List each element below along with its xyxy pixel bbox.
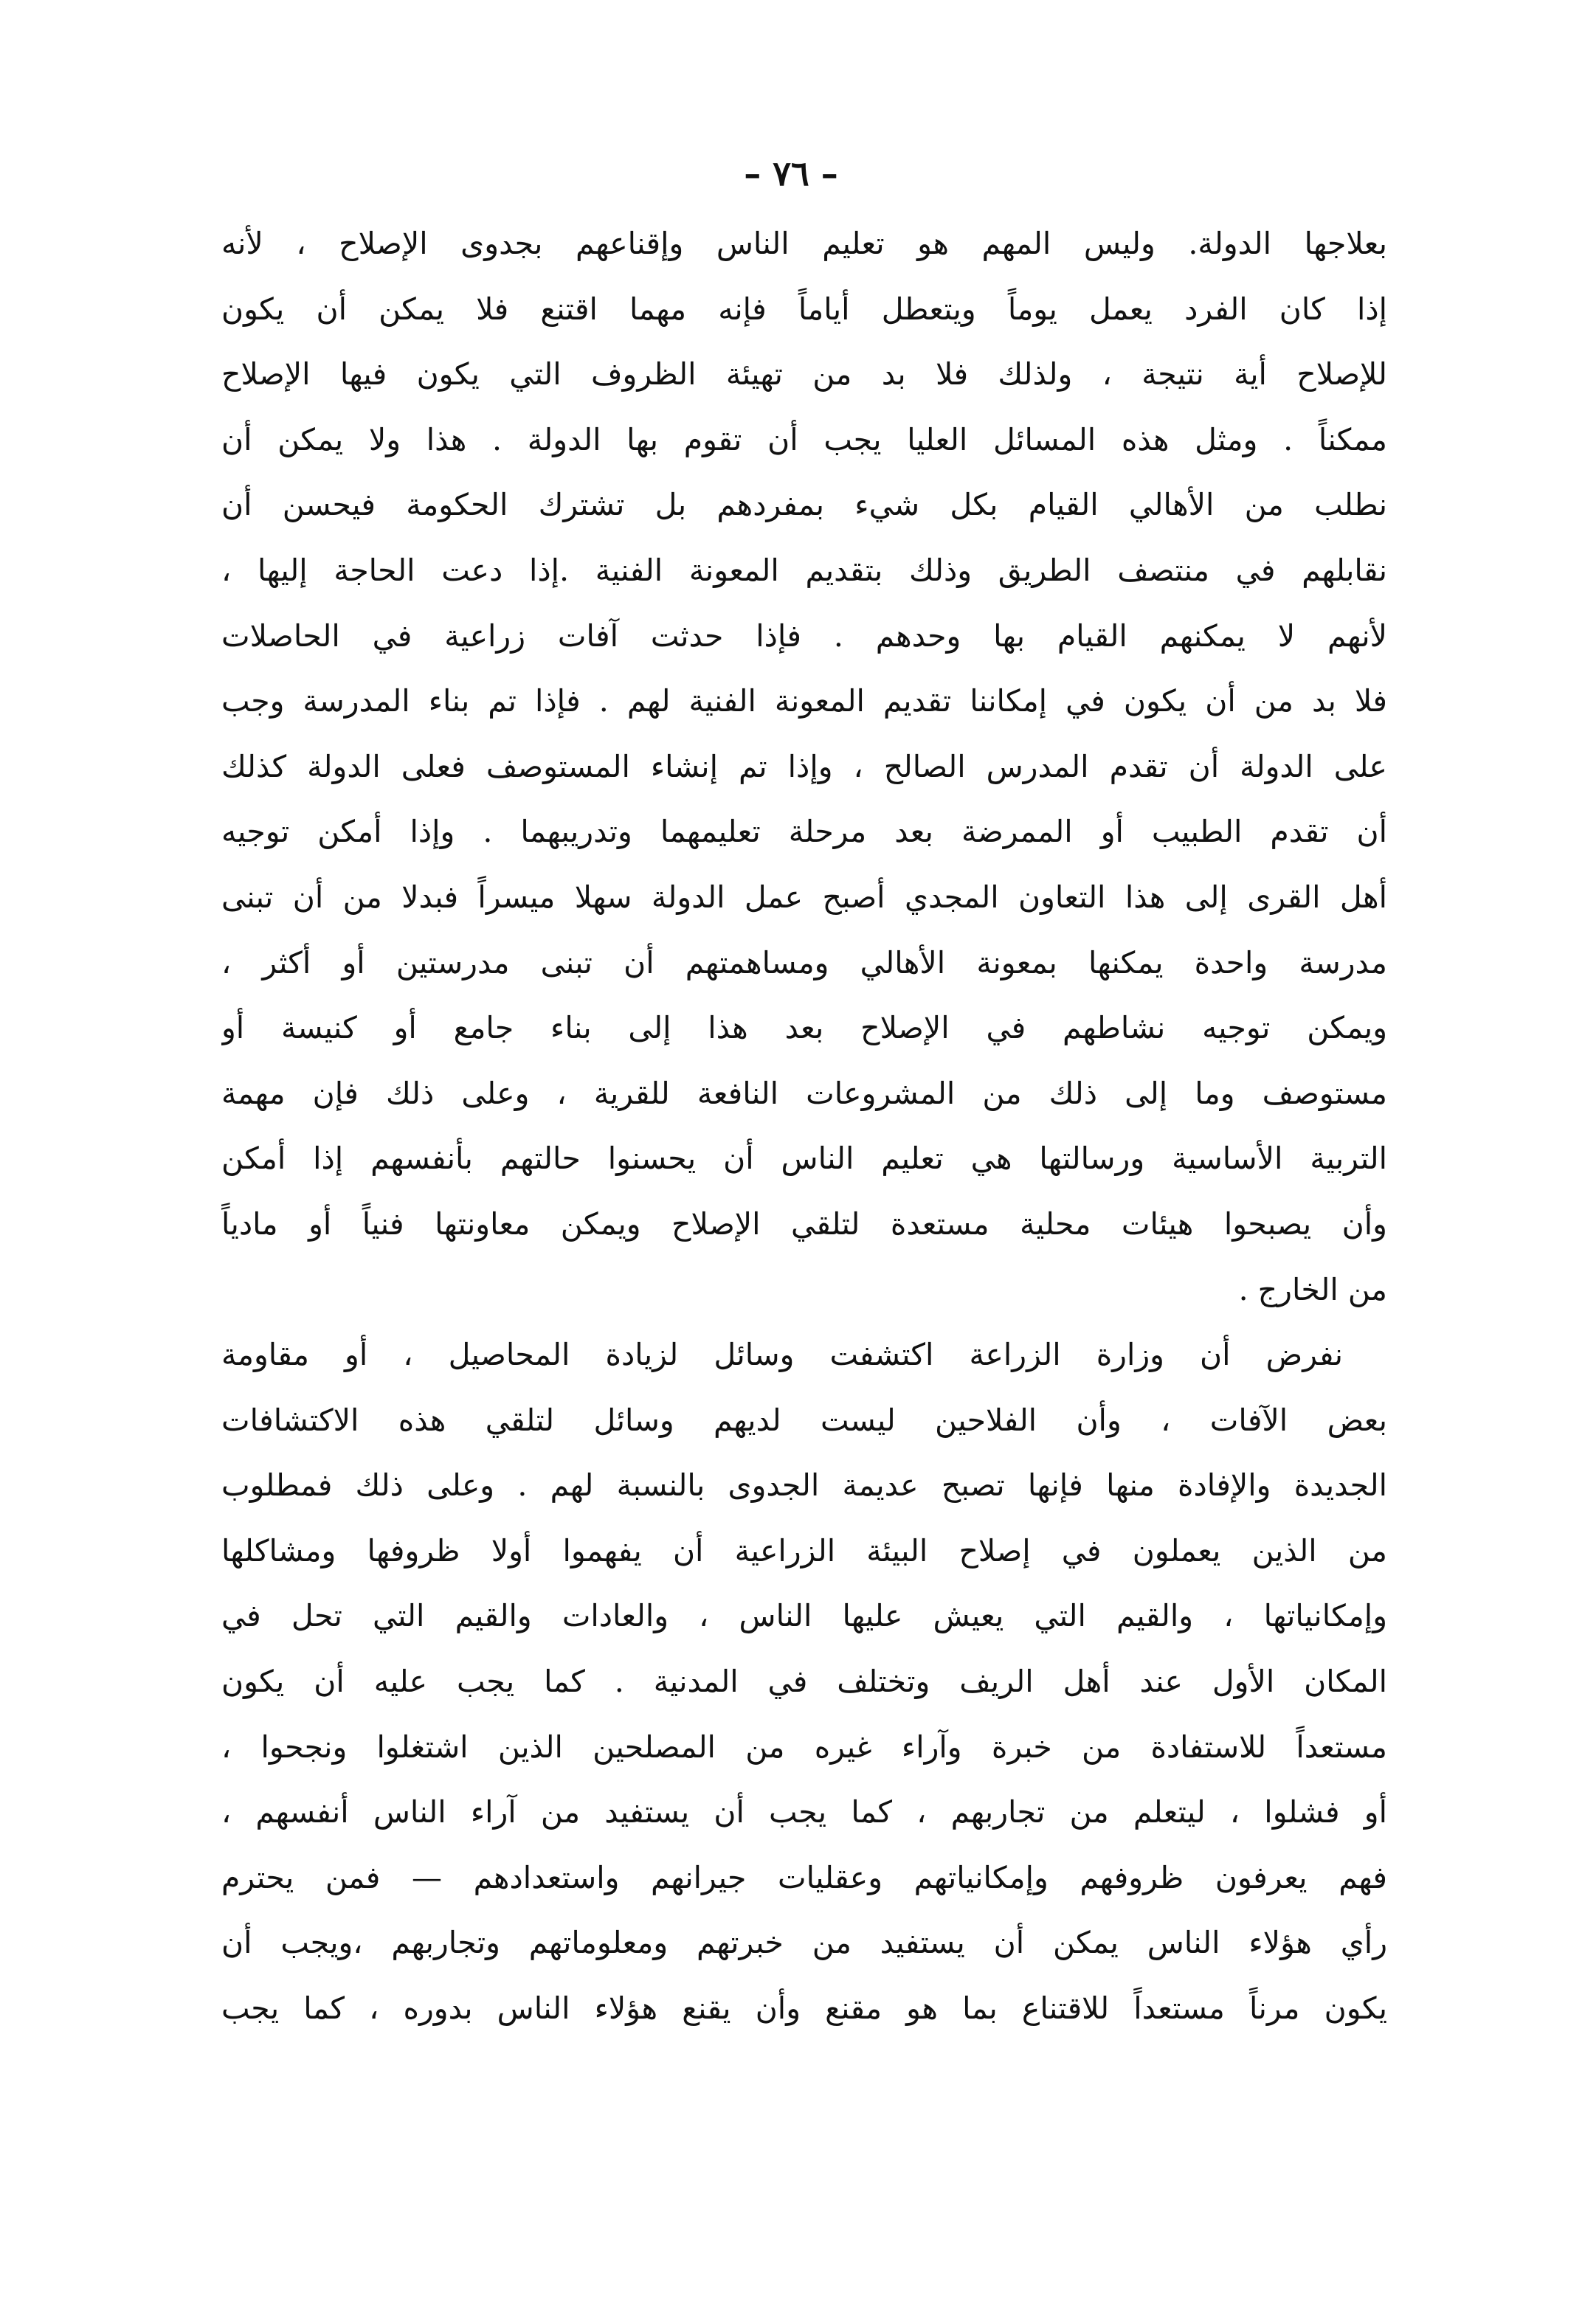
text-line: ممكناً . ومثل هذه المسائل العليا يجب أن تقوم بها الدولة . هذا ولا يمكن أن <box>221 421 1387 457</box>
text-line: وإمكانياتها ، والقيم التي يعيش عليها الناس ، والعادات والقيم التي تحل في <box>221 1598 1387 1634</box>
text-line: رأي هؤلاء الناس يمكن أن يستفيد من خبرتهم ومعلوماتهم وتجاربهم ،ويجب أن <box>221 1925 1387 1961</box>
text-line: مستعداً للاستفادة من خبرة وآراء غيره من المصلحين الذين اشتغلوا ونجحوا ، <box>221 1729 1387 1765</box>
text-line: نفرض أن وزارة الزراعة اكتشفت وسائل لزيادة المحاصيل ، أو مقاومة <box>221 1337 1343 1373</box>
text-line: مدرسة واحدة يمكنها بمعونة الأهالي ومساهمتهم أن تبنى مدرستين أو أكثر ، <box>221 944 1387 981</box>
text-line: بعض الآفات ، وأن الفلاحين ليست لديهم وسائل لتلقي هذه الاكتشافات <box>221 1402 1387 1438</box>
text-line: من الخارج . <box>1238 1271 1387 1307</box>
text-line: إذا كان الفرد يعمل يوماً ويتعطل أياماً فإنه مهما اقتنع فلا يمكن أن يكون <box>221 291 1387 327</box>
text-line: وأن يصبحوا هيئات محلية مستعدة لتلقي الإصلاح ويمكن معاونتها فنياً أو مادياً <box>221 1206 1387 1242</box>
text-line: على الدولة أن تقدم المدرس الصالح ، وإذا تم إنشاء المستوصف فعلى الدولة كذلك <box>221 748 1387 784</box>
page-number: – ٧٦ – <box>744 153 838 193</box>
text-line: للإصلاح أية نتيجة ، ولذلك فلا بد من تهيئة الظروف التي يكون فيها الإصلاح <box>221 356 1387 392</box>
text-line: أو فشلوا ، ليتعلم من تجاربهم ، كما يجب أن يستفيد من آراء الناس أنفسهم ، <box>221 1794 1387 1830</box>
text-line: فهم يعرفون ظروفهم وإمكانياتهم وعقليات جيرانهم واستعدادهم — فمن يحترم <box>221 1859 1387 1895</box>
text-line: المكان الأول عند أهل الريف وتختلف في المدنية . كما يجب عليه أن يكون <box>221 1664 1387 1700</box>
body-text <box>221 211 1387 2041</box>
text-line: ويمكن توجيه نشاطهم في الإصلاح بعد هذا إلى بناء جامع أو كنيسة أو <box>221 1010 1387 1046</box>
text-line: لأنهم لا يمكنهم القيام بها وحدهم . فإذا حدثت آفات زراعية في الحاصلات <box>221 618 1387 654</box>
text-line: من الذين يعملون في إصلاح البيئة الزراعية أن يفهموا أولا ظروفها ومشاكلها <box>221 1532 1387 1569</box>
text-line: أن تقدم الطبيب أو الممرضة بعد مرحلة تعليمهما وتدريبهما . وإذا أمكن توجيه <box>221 814 1387 850</box>
text-line: فلا بد من أن يكون في إمكاننا تقديم المعونة الفنية لهم . فإذا تم بناء المدرسة وجب <box>221 683 1387 719</box>
text-line: بعلاجها الدولة. وليس المهم هو تعليم الناس وإقناعهم بجدوى الإصلاح ، لأنه <box>221 226 1387 261</box>
text-line: مستوصف وما إلى ذلك من المشروعات النافعة للقرية ، وعلى ذلك فإن مهمة <box>221 1075 1387 1111</box>
text-line: أهل القرى إلى هذا التعاون المجدي أصبح عمل الدولة سهلا ميسراً فبدلا من أن تبنى <box>221 879 1387 915</box>
text-line: الجديدة والإفادة منها فإنها تصبح عديمة الجدوى بالنسبة لهم . وعلى ذلك فمطلوب <box>221 1467 1387 1504</box>
text-line: التربية الأساسية ورسالتها هي تعليم الناس أن يحسنوا حالتهم بأنفسهم إذا أمكن <box>221 1141 1387 1177</box>
text-line: نطلب من الأهالي القيام بكل شيء بمفردهم بل تشترك الحكومة فيحسن أن <box>221 487 1387 523</box>
text-line: نقابلهم في منتصف الطريق وذلك بتقديم المعونة الفنية .إذا دعت الحاجة إليها ، <box>221 552 1387 588</box>
text-line: يكون مرناً مستعداً للاقتناع بما هو مقنع وأن يقنع هؤلاء الناس بدوره ، كما يجب <box>221 1991 1387 2027</box>
